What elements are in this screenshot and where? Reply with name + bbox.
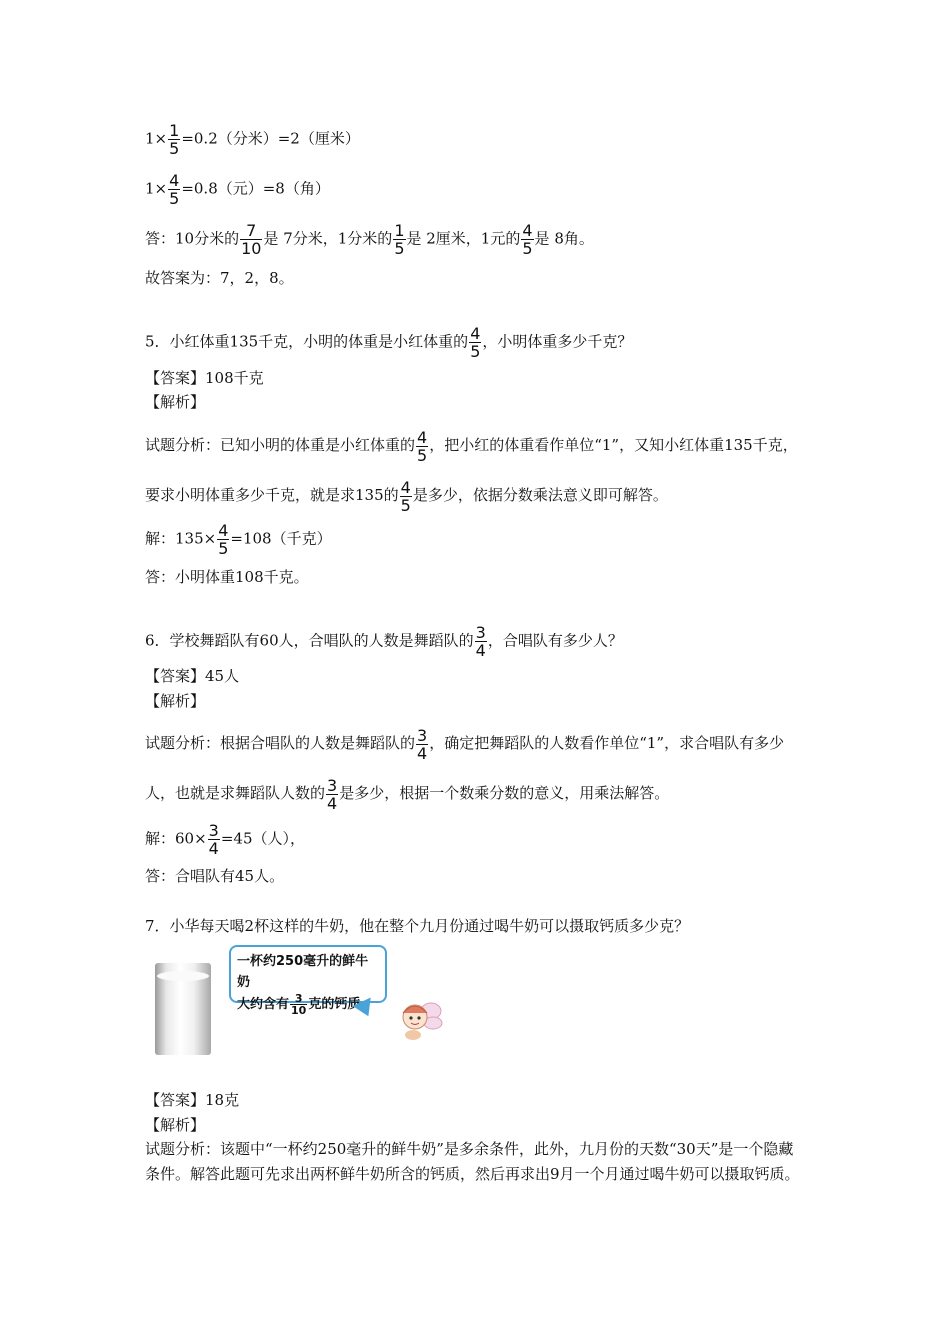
solution-line [145,522,332,557]
numerator: 4 [169,171,180,190]
question-5 [145,325,632,360]
denominator: 5 [470,342,481,361]
numerator: 4 [417,427,428,447]
analysis-text: ，确定把舞蹈队的人数看作单位“1”，求合唱队有多少人，也就是求舞蹈队人数的 [145,734,785,802]
denominator: 5 [522,239,533,258]
denominator: 4 [327,793,338,813]
question-text: 6．学校舞蹈队有60人，合唱队的人数是舞蹈队的 [145,631,474,650]
fraction [521,222,533,257]
fraction [469,325,481,360]
fraction [208,822,220,857]
fraction [168,172,180,207]
fraction [168,122,180,157]
calc-text: 1× [145,129,168,148]
numerator: 4 [470,324,481,343]
numerator: 4 [400,477,411,497]
milk-figure [155,945,455,1060]
answer-text: 是 8角。 [534,229,594,248]
fraction [217,522,229,557]
fraction [326,777,338,812]
calc-text: 1× [145,179,168,198]
bubble-text: 大约含有 [237,997,290,1012]
final-answer: 故答案为：7，2，8。 [145,269,294,287]
numerator: 1 [394,221,405,240]
speech-bubble [229,945,387,1017]
denominator: 5 [169,139,180,158]
bubble-text: 一杯约250毫升的鲜牛奶 [237,954,369,990]
numerator: 3 [475,623,486,642]
fraction [240,222,262,257]
answer-text: 是 7分米，1分米的 [263,229,393,248]
denominator: 5 [169,189,180,208]
analysis-text: 是多少，根据一个数乘分数的意义，用乘法解答。 [339,784,670,802]
denominator: 10 [291,1004,307,1017]
solution-text: =108（千克） [230,529,332,548]
denominator: 5 [400,495,411,515]
denominator: 10 [241,239,262,258]
fraction [416,727,428,762]
analysis-paragraph: 试题分析：该题中“一杯约250毫升的鲜牛奶”是多余条件，此外，九月份的天数“30天”是一个隐藏条件。解答此题可先求出两杯鲜牛奶所含的钙质，然后再求出9月一个月通过喝牛奶可以摄取钙质。 [145,1140,800,1183]
solution-text: 解：60× [145,829,207,848]
denominator: 4 [475,641,486,660]
answer-label: 【答案】18克 [145,1091,240,1109]
fraction [393,222,405,257]
fraction [400,479,412,514]
fraction [416,429,428,464]
milk-surface [157,971,209,981]
fraction [290,993,307,1016]
calc-text: =0.2（分米）=2（厘米） [181,129,360,148]
numerator: 1 [169,121,180,140]
denominator: 5 [218,539,229,558]
answer-line [145,222,594,257]
question-6 [145,624,623,659]
denominator: 5 [394,239,405,258]
denominator: 4 [208,839,219,858]
question-text: ，小明体重多少千克？ [482,332,633,351]
calc-text: =0.8（元）=8（角） [181,179,330,198]
analysis-paragraph [145,718,805,818]
fraction [475,624,487,659]
denominator: 5 [417,445,428,465]
answer-text: 是 2厘米，1元的 [406,229,521,248]
answer-label: 【答案】108千克 [145,369,264,387]
solution-text: =45（人）， [220,829,305,848]
denominator: 4 [417,743,428,763]
numerator: 7 [240,222,262,240]
numerator: 3 [327,775,338,795]
question-text: ，合唱队有多少人？ [487,631,623,650]
solution-line [145,822,305,857]
numerator: 4 [218,521,229,540]
analysis-paragraph [145,420,805,520]
answer-text: 答：10分米的 [145,229,240,248]
numerator: 3 [208,821,219,840]
question-text: 5．小红体重135千克，小明的体重是小红体重的 [145,332,469,351]
numerator: 3 [290,993,307,1005]
calc-line-1 [145,122,360,157]
angel-icon [393,993,443,1043]
analysis-text: ，把小红的体重看作单位“1”，又知小红体重135千克，要求小明体重多少千克，就是求135的 [145,436,798,504]
analysis-text: 试题分析：已知小明的体重是小红体重的 [145,436,416,454]
final-answer: 答：小明体重108千克。 [145,568,309,586]
final-answer: 答：合唱队有45人。 [145,867,285,885]
analysis-label: 【解析】 [145,393,206,411]
answer-label: 【答案】45人 [145,667,240,685]
numerator: 4 [522,221,533,240]
bubble-text: 克的钙质。 [308,997,374,1012]
analysis-text: 试题分析：根据合唱队的人数是舞蹈队的 [145,734,416,752]
analysis-label: 【解析】 [145,692,206,710]
calc-line-2 [145,172,330,207]
analysis-text: 是多少，依据分数乘法意义即可解答。 [412,486,668,504]
question-7: 7．小华每天喝2杯这样的牛奶，他在整个九月份通过喝牛奶可以摄取钙质多少克？ [145,917,690,935]
numerator: 3 [417,725,428,745]
analysis-label: 【解析】 [145,1116,206,1134]
solution-text: 解：135× [145,529,217,548]
